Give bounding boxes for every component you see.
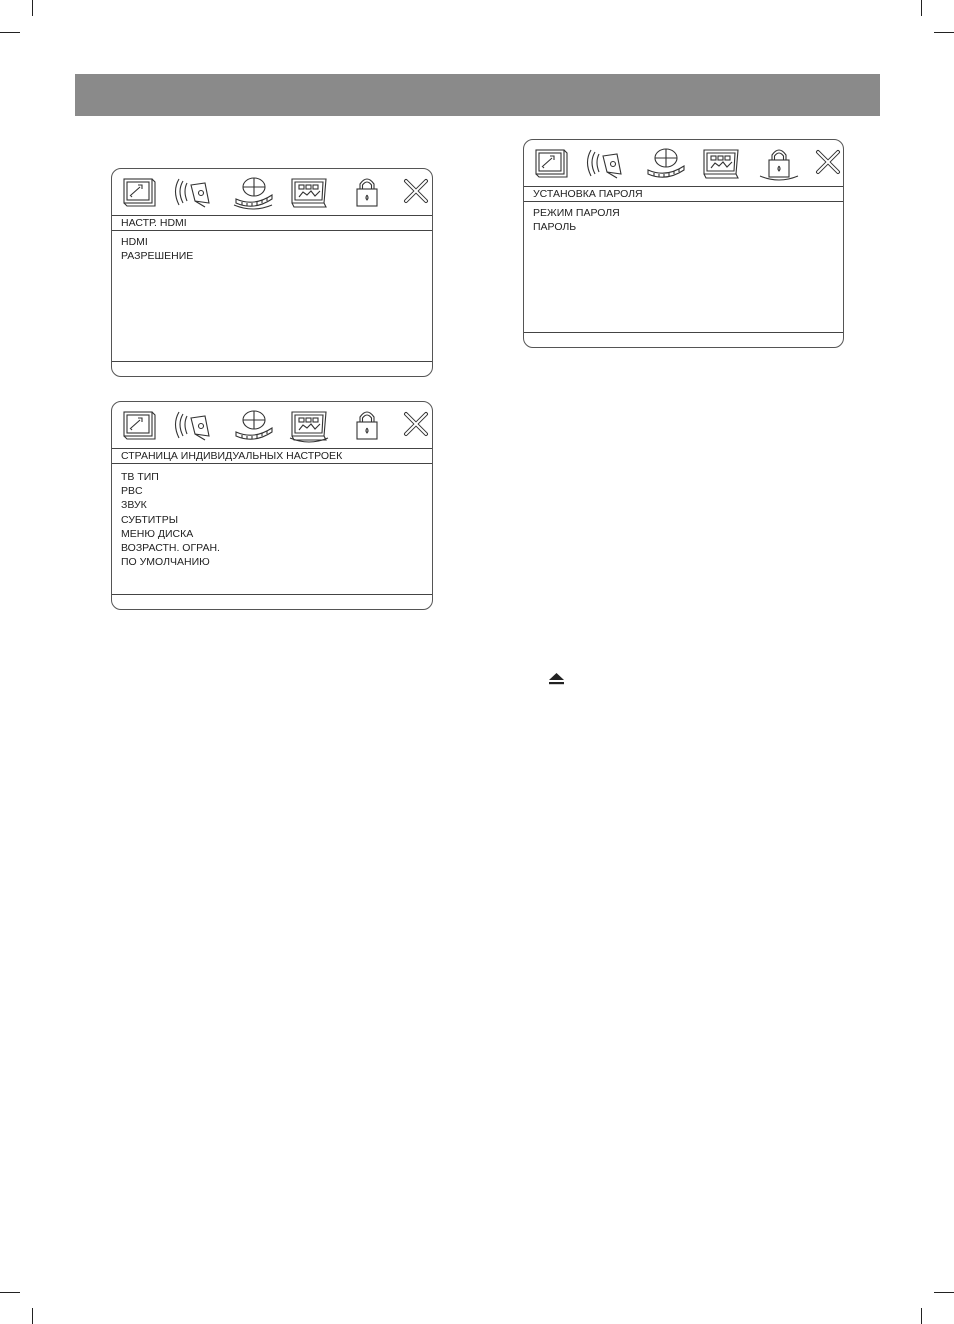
crop-mark <box>0 1292 20 1293</box>
menu-items <box>121 470 432 569</box>
audio-speaker-icon[interactable] <box>177 175 215 209</box>
close-icon[interactable] <box>397 175 435 209</box>
general-setup-icon[interactable] <box>120 408 158 442</box>
audio-speaker-icon[interactable] <box>177 408 215 442</box>
audio-speaker-icon[interactable] <box>589 146 627 180</box>
menu-item-password-mode[interactable]: РЕЖИМ ПАРОЛЯ <box>533 207 620 219</box>
menu-item-audio[interactable]: ЗВУК <box>121 499 147 512</box>
crop-mark <box>0 32 20 33</box>
video-icon[interactable] <box>646 146 684 180</box>
hdmi-setup-panel <box>111 168 433 377</box>
menu-item-hdmi[interactable]: HDMI <box>121 236 148 248</box>
panel-title: УСТАНОВКА ПАРОЛЯ <box>524 186 843 202</box>
menu-icon-bar <box>112 402 432 448</box>
general-setup-icon[interactable] <box>120 175 158 209</box>
crop-mark <box>934 32 954 33</box>
lock-icon[interactable] <box>348 408 386 442</box>
menu-icon-bar <box>524 140 843 186</box>
lock-icon[interactable] <box>760 146 798 180</box>
video-icon[interactable] <box>234 175 272 209</box>
menu-items <box>533 206 843 234</box>
menu-item-resolution[interactable]: РАЗРЕШЕНИЕ <box>121 250 194 263</box>
menu-icon-bar <box>112 169 432 215</box>
close-icon[interactable] <box>809 146 847 180</box>
menu-item-default[interactable]: ПО УМОЛЧАНИЮ <box>121 556 210 569</box>
lock-icon[interactable] <box>348 175 386 209</box>
menu-item-disc-menu[interactable]: МЕНЮ ДИСКА <box>121 527 194 540</box>
password-setup-panel <box>523 139 844 348</box>
panel-title: СТРАНИЦА ИНДИВИДУАЛЬНЫХ НАСТРОЕК <box>112 448 432 464</box>
display-panel-icon[interactable] <box>702 146 740 180</box>
crop-mark <box>32 0 33 16</box>
video-icon[interactable] <box>234 408 272 442</box>
panel-title: НАСТР. HDMI <box>112 215 432 231</box>
footer-divider <box>524 332 843 333</box>
preferences-panel <box>111 401 433 610</box>
display-panel-icon[interactable] <box>290 175 328 209</box>
eject-icon <box>548 673 565 685</box>
crop-mark <box>921 1308 922 1324</box>
crop-mark <box>934 1292 954 1293</box>
general-setup-icon[interactable] <box>532 146 570 180</box>
footer-divider <box>112 361 432 362</box>
menu-items <box>121 235 432 263</box>
display-panel-icon[interactable] <box>290 408 328 442</box>
crop-mark <box>921 0 922 16</box>
menu-item-password[interactable]: ПАРОЛЬ <box>533 221 577 234</box>
footer-divider <box>112 594 432 595</box>
header-bar <box>75 74 880 116</box>
close-icon[interactable] <box>397 408 435 442</box>
crop-mark <box>32 1308 33 1324</box>
menu-item-parental[interactable]: ВОЗРАСТН. ОГРАН. <box>121 542 220 555</box>
menu-item-tv-type[interactable]: ТВ ТИП <box>121 471 159 483</box>
menu-item-pbc[interactable]: PBC <box>121 485 143 498</box>
menu-item-subtitles[interactable]: СУБТИТРЫ <box>121 513 178 526</box>
